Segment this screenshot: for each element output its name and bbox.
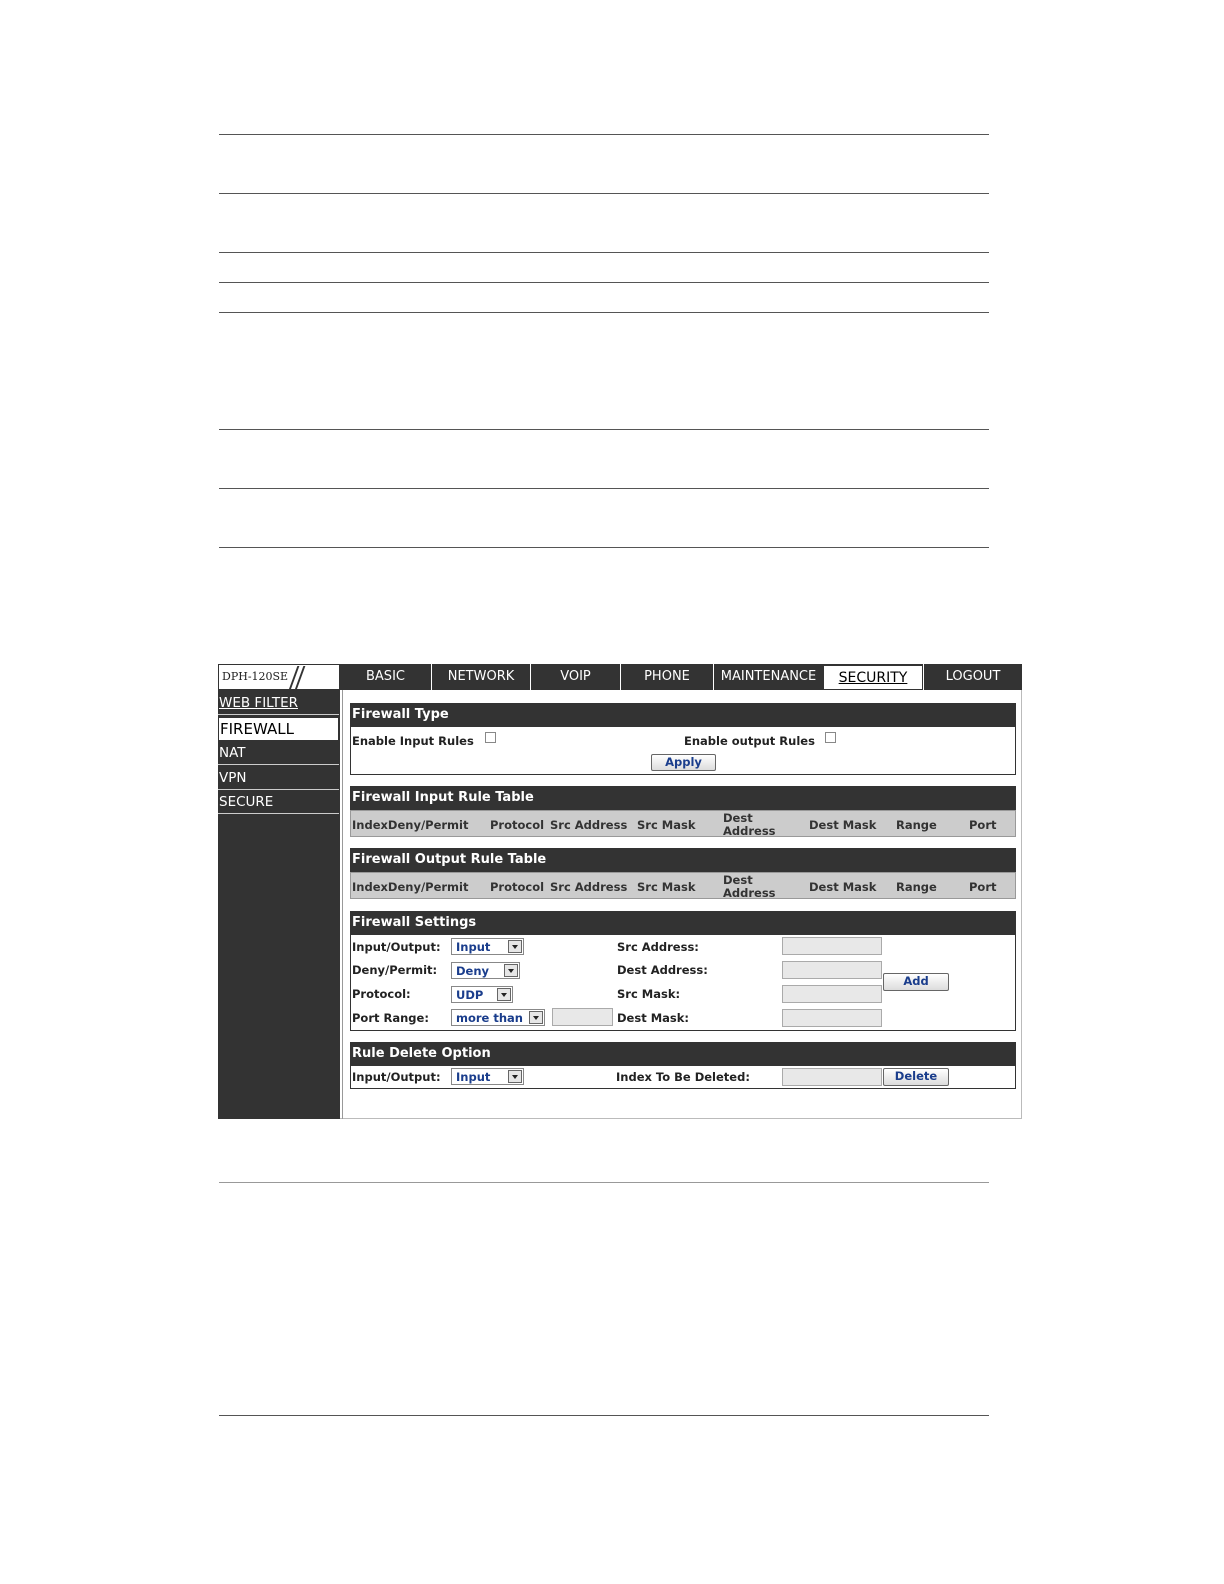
io-label: Input/Output: <box>352 940 441 954</box>
doc-rule <box>219 429 989 430</box>
column-header: Src Address <box>550 880 628 894</box>
input-rule-table-header: Firewall Input Rule Table <box>350 786 1016 810</box>
chevron-down-icon[interactable] <box>508 1070 522 1083</box>
column-header: IndexDeny/Permit <box>352 818 469 832</box>
output-rule-table-columns <box>350 872 1016 899</box>
output-rule-table-header: Firewall Output Rule Table <box>350 848 1016 872</box>
doc-rule <box>219 282 989 283</box>
tab-logout[interactable]: LOGOUT <box>923 664 1022 690</box>
logo-text: DPH-120SE <box>222 670 289 683</box>
delete-button[interactable]: Delete <box>883 1068 949 1086</box>
dest-address-label: Dest Address: <box>617 963 708 977</box>
column-header: Range <box>896 880 937 894</box>
protocol-select[interactable] <box>451 986 513 1003</box>
firewall-settings-header: Firewall Settings <box>350 911 1016 935</box>
deny-permit-select[interactable] <box>451 962 520 979</box>
column-header: Src Address <box>550 818 628 832</box>
chevron-down-icon[interactable] <box>504 964 518 977</box>
doc-rule <box>219 1182 989 1183</box>
column-header: Port <box>969 818 997 832</box>
column-header: Dest <box>723 873 753 887</box>
doc-rule <box>219 193 989 194</box>
input-rule-table-columns <box>350 810 1016 837</box>
port-range-value: more than <box>456 1011 523 1025</box>
top-nav <box>340 664 1022 690</box>
sidebar-item-web-filter[interactable]: WEB FILTER <box>218 692 339 715</box>
dest-mask-label: Dest Mask: <box>617 1011 689 1025</box>
index-to-delete-input[interactable] <box>782 1068 882 1086</box>
delete-io-label: Input/Output: <box>352 1070 441 1084</box>
column-header: Port <box>969 880 997 894</box>
tab-basic[interactable]: BASIC <box>366 669 405 684</box>
port-range-input[interactable] <box>552 1008 613 1026</box>
device-logo <box>218 664 340 690</box>
column-header: Protocol <box>490 880 545 894</box>
delete-io-select[interactable] <box>451 1068 524 1085</box>
protocol-value: UDP <box>456 988 484 1002</box>
doc-rule <box>219 312 989 313</box>
sidebar-item-nat[interactable]: NAT <box>218 742 339 765</box>
column-header: Protocol <box>490 818 545 832</box>
enable-input-checkbox[interactable] <box>485 732 496 743</box>
router-web-ui <box>218 664 1022 1119</box>
rule-delete-header: Rule Delete Option <box>350 1042 1016 1066</box>
add-button[interactable]: Add <box>883 973 949 991</box>
tab-network[interactable]: NETWORK <box>431 664 530 690</box>
column-header: Dest <box>723 811 753 825</box>
dest-mask-input[interactable] <box>782 1009 882 1027</box>
dest-address-input[interactable] <box>782 961 882 979</box>
sidebar-item-secure[interactable]: SECURE <box>218 791 339 814</box>
firewall-settings-panel <box>350 935 1016 1031</box>
port-range-label: Port Range: <box>352 1011 429 1025</box>
doc-rule <box>219 252 989 253</box>
src-address-label: Src Address: <box>617 940 699 954</box>
tab-security[interactable]: SECURITY <box>823 665 923 690</box>
enable-input-label: Enable Input Rules <box>352 734 474 748</box>
io-select-value: Input <box>456 940 491 954</box>
src-address-input[interactable] <box>782 937 882 955</box>
doc-rule <box>219 134 989 135</box>
src-mask-input[interactable] <box>782 985 882 1003</box>
tab-phone[interactable]: PHONE <box>620 664 713 690</box>
chevron-down-icon[interactable] <box>529 1011 543 1024</box>
doc-rule <box>219 1415 989 1416</box>
column-header: Src Mask <box>637 880 696 894</box>
tab-maintenance[interactable]: MAINTENANCE <box>713 664 823 690</box>
column-header: Address <box>723 886 776 900</box>
column-header: Range <box>896 818 937 832</box>
deny-permit-value: Deny <box>456 964 490 978</box>
firewall-type-panel <box>350 727 1016 775</box>
sidebar-item-firewall[interactable]: FIREWALL <box>218 717 339 741</box>
apply-button[interactable]: Apply <box>651 754 716 771</box>
enable-output-label: Enable output Rules <box>684 734 815 748</box>
rule-delete-panel <box>350 1066 1016 1089</box>
chevron-down-icon[interactable] <box>508 940 522 953</box>
tab-voip[interactable]: VOIP <box>530 664 620 690</box>
protocol-label: Protocol: <box>352 987 411 1001</box>
deny-permit-label: Deny/Permit: <box>352 963 438 977</box>
doc-rule <box>219 547 989 548</box>
port-range-select[interactable] <box>451 1009 545 1026</box>
sidebar-item-vpn[interactable]: VPN <box>218 767 339 790</box>
column-header: IndexDeny/Permit <box>352 880 469 894</box>
column-header: Dest Mask <box>809 818 877 832</box>
io-select[interactable] <box>451 938 524 955</box>
delete-io-value: Input <box>456 1070 491 1084</box>
sidebar <box>218 690 340 1119</box>
index-to-delete-label: Index To Be Deleted: <box>616 1070 750 1084</box>
column-header: Address <box>723 824 776 838</box>
chevron-down-icon[interactable] <box>497 988 511 1001</box>
src-mask-label: Src Mask: <box>617 987 681 1001</box>
main-content <box>342 690 1023 1119</box>
column-header: Src Mask <box>637 818 696 832</box>
enable-output-checkbox[interactable] <box>825 732 836 743</box>
firewall-type-header: Firewall Type <box>350 703 1016 727</box>
doc-rule <box>219 488 989 489</box>
column-header: Dest Mask <box>809 880 877 894</box>
